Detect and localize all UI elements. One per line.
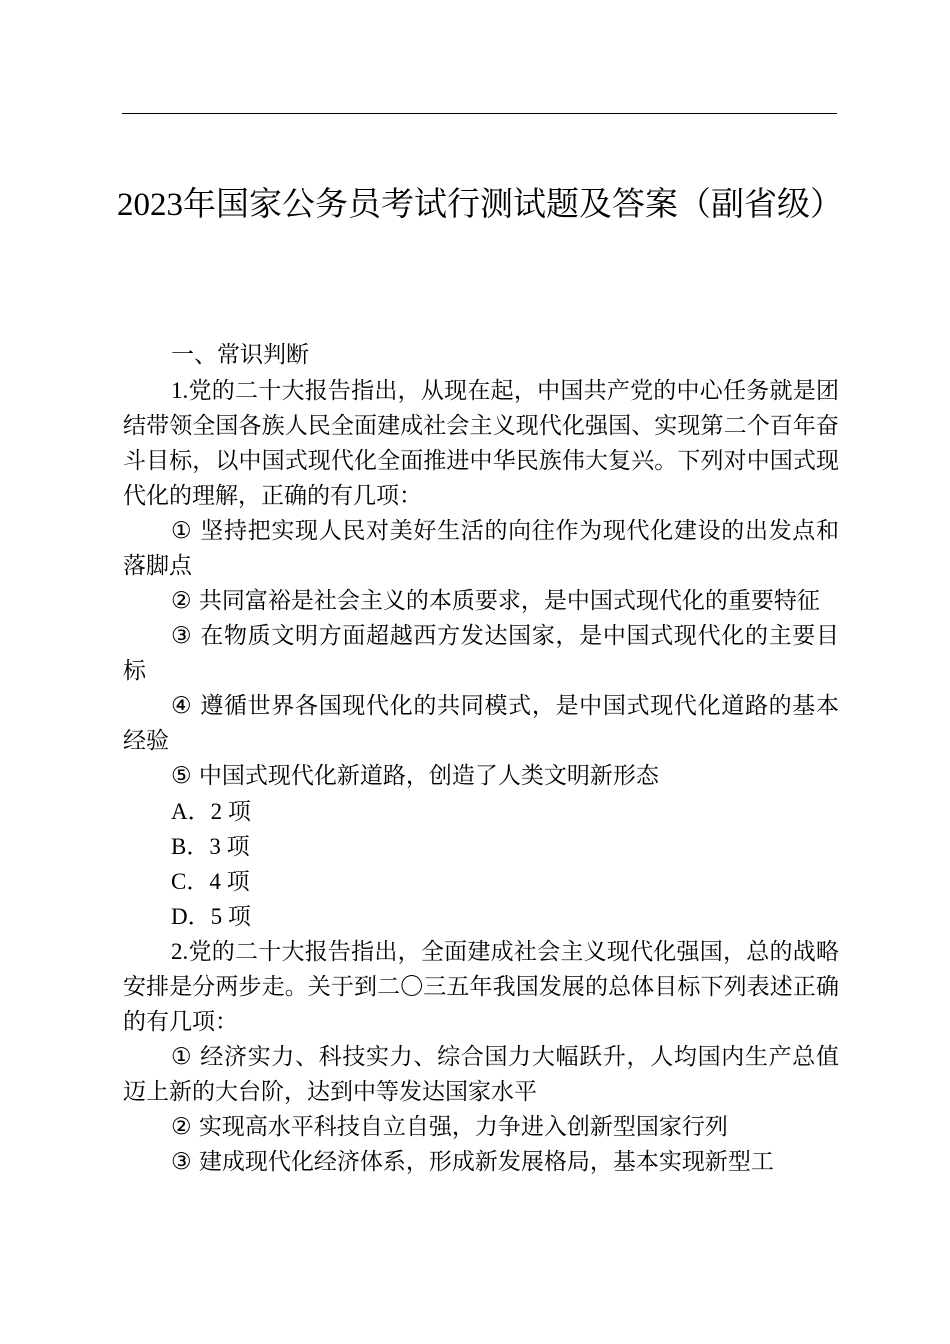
- question-2-number: 2.: [171, 939, 189, 964]
- question-1-statement-5: ⑤ 中国式现代化新道路，创造了人类文明新形态: [171, 763, 659, 789]
- question-1-text: 党的二十大报告指出，从现在起，中国共产党的中心任务就是团结带领全国各族人民全面建成社会主义现代化强国、实现第二个百年奋斗目标，以中国式现代化全面推进中华民族伟大复兴。下列对中国式现代化的理解，正确的有几项：: [123, 378, 839, 509]
- title-text: 年国家公务员考试行测试题及答案（副省级）: [183, 184, 843, 223]
- question-2-statement-1: ① 经济实力、科技实力、综合国力大幅跃升，人均国内生产总值迈上新的大台阶，达到中等发达国家水平: [123, 1044, 839, 1105]
- question-1-statement-3: ③ 在物质文明方面超越西方发达国家，是中国式现代化的主要目标: [123, 623, 839, 684]
- header-rule: [122, 113, 837, 114]
- section-heading: 一、常识判断: [171, 342, 309, 368]
- question-1-statement-1: ① 坚持把实现人民对美好生活的向往作为现代化建设的出发点和落脚点: [123, 518, 839, 579]
- question-1-statement-4: ④ 遵循世界各国现代化的共同模式，是中国式现代化道路的基本经验: [123, 693, 839, 754]
- question-1-number: 1.: [171, 378, 189, 403]
- question-1-statement-2: ② 共同富裕是社会主义的本质要求，是中国式现代化的重要特征: [171, 588, 820, 614]
- page-title: [110, 172, 850, 237]
- question-1-stem: [123, 373, 839, 514]
- question-2-stem: [123, 934, 839, 1040]
- document-body: [123, 338, 839, 1180]
- question-1-option-b: B．3 项: [171, 834, 250, 859]
- question-2-statement-2: ② 实现高水平科技自立自强，力争进入创新型国家行列: [171, 1114, 728, 1140]
- question-1-option-d: D．5 项: [171, 904, 251, 929]
- question-2-text: 党的二十大报告指出，全面建成社会主义现代化强国，总的战略安排是分两步走。关于到二〇三五年我国发展的总体目标下列表述正确的有几项：: [123, 939, 839, 1035]
- question-2-statement-3: ③ 建成现代化经济体系，形成新发展格局，基本实现新型工: [171, 1149, 774, 1175]
- question-1-option-c: C．4 项: [171, 869, 250, 894]
- title-year: 2023: [117, 187, 183, 223]
- question-1-option-a: A．2 项: [171, 799, 251, 824]
